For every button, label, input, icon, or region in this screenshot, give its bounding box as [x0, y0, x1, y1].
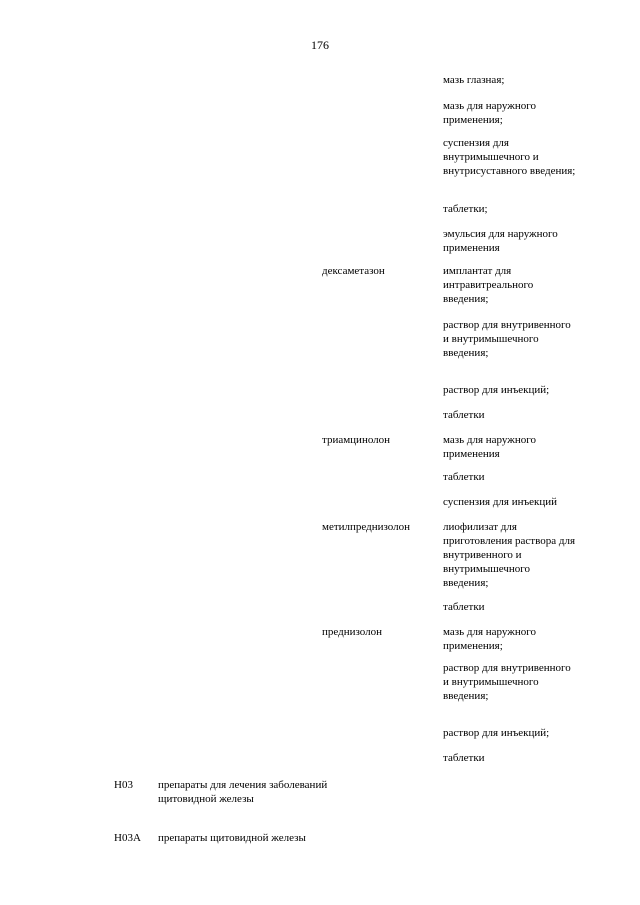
dosage-form: раствор для инъекций;	[443, 727, 550, 739]
dosage-form: суспензия для внутримышечного и внутрисуставного введения;	[443, 137, 576, 177]
dosage-form: раствор для внутривенного и внутримышечного введения;	[443, 662, 571, 702]
dosage-form: мазь глазная;	[443, 74, 505, 86]
dosage-form: раствор для инъекций;	[443, 384, 550, 396]
drug-name-prednisolone: преднизолон	[322, 626, 383, 638]
atc-group-name: препараты для лечения заболеваний щитовидной железы	[158, 779, 328, 805]
dosage-form: таблетки	[443, 471, 485, 483]
dosage-form: таблетки	[443, 601, 485, 613]
dosage-form: лиофилизат для приготовления раствора для внутривенного и внутримышечного введения;	[443, 521, 575, 589]
dosage-form: имплантат для интравитреального введения;	[443, 265, 534, 305]
dosage-form: раствор для внутривенного и внутримышечного введения;	[443, 319, 571, 359]
atc-group-name: препараты щитовидной железы	[158, 832, 306, 844]
dosage-form: мазь для наружного применения;	[443, 100, 536, 126]
dosage-form: мазь для наружного применения;	[443, 626, 536, 652]
dosage-form: мазь для наружного применения	[443, 434, 536, 460]
atc-code: H03	[114, 779, 133, 791]
drug-name-methylprednisolone: метилпреднизолон	[322, 521, 411, 533]
dosage-form: эмульсия для наружного применения	[443, 228, 558, 254]
drug-name-triamcinolone: триамцинолон	[322, 434, 391, 446]
page-number: 176	[311, 38, 329, 52]
dosage-form: таблетки;	[443, 203, 488, 215]
drug-name-dexamethasone: дексаметазон	[322, 265, 385, 277]
dosage-form: суспензия для инъекций	[443, 496, 558, 508]
dosage-form: таблетки	[443, 409, 485, 421]
atc-code: H03A	[114, 832, 141, 844]
dosage-form: таблетки	[443, 752, 485, 764]
